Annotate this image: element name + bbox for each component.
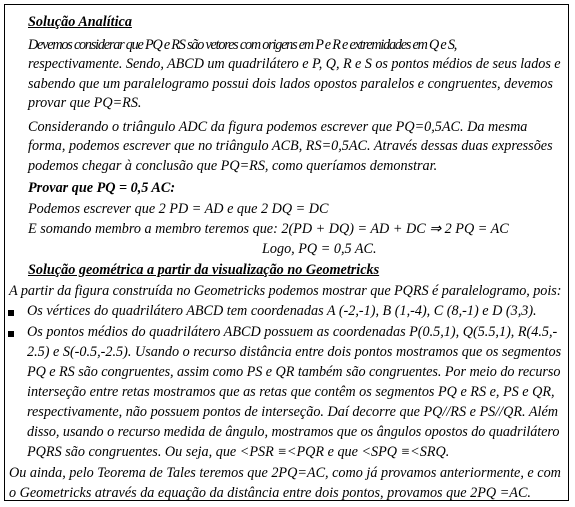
list-item-line: Os pontos médios do quadrilátero ABCD possuem as coordenadas P(0.5,1), Q(5.5,1), R(4.5,- [27,324,558,340]
bullet-icon [8,331,14,337]
list-item-line: respectivamente, não possuem pontos de interseção. Daí decorre que PQ//RS e PS//QR. Além [27,404,558,420]
paragraph-line: Considerando o triângulo ADC da figura podemos escrever que PQ=0,5AC. Da mesma [28,119,528,135]
equation-line: E somando membro a membro teremos que: 2(PD + DQ) = AD + DC ⇒ 2 PQ = AC [28,221,509,237]
equation-line: Podemos escrever que 2 PD = AD e que 2 DQ = DC [28,201,329,217]
paragraph-line: forma, podemos escrever que no triângulo ACB, RS=0,5AC. Através dessas duas expressões [28,138,553,154]
bullet-icon [8,310,14,316]
proof-heading: Provar que PQ = 0,5 AC: [28,180,176,196]
section-title-geometric: Solução geométrica a partir da visualização no Geometricks [28,262,380,278]
list-item-line: 2.5) e S(-0.5,-2.5). Usando o recurso distância entre dois pontos mostramos que os segmentos [27,344,562,360]
paragraph-line: A partir da figura construída no Geometricks podemos mostrar que PQRS é paralelogramo, pois: [9,283,562,299]
list-item-line: PQRS são congruentes. Ou seja, que <PSR ≡<PQR e que <SPQ ≡<SRQ. [27,444,450,460]
paragraph-line: respectivamente. Sendo, ABCD um quadrilátero e P, Q, R e S os pontos médios de seus lados e [28,56,561,72]
paragraph-line: podemos chegar à conclusão que PQ=RS, como queríamos demonstrar. [28,158,438,174]
list-item-line: interseção entre retas mostramos que as retas que contêm os segmentos PQ e RS e, PS e QR, [27,384,555,400]
paragraph-line: o Geometricks através da equação da distância entre dois pontos, provamos que 2PQ =AC. [9,485,531,501]
paragraph-line: Devemos considerar que PQ e RS são vetores com origens em P e R e extremidades em Q e S, [28,37,457,53]
paragraph-line: Ou ainda, pelo Teorema de Tales teremos que 2PQ=AC, como já provamos anteriormente, e com [9,465,561,481]
list-item-line: disso, usando o recurso medida de ângulo, mostramos que os ângulos opostos do quadrilátero [27,424,560,440]
list-item-line: PQ e RS são congruentes, assim como PS e QR também são congruentes. Por meio do recurso [27,364,561,380]
paragraph-line: sabendo que um paralelogramo possui dois lados opostos paralelos e congruentes, devemos [28,76,553,92]
paragraph-line: provar que PQ=RS. [28,95,142,111]
section-title-analytic: Solução Analítica [28,14,132,30]
list-item-line: Os vértices do quadrilátero ABCD tem coordenadas A (-2,-1), B (1,-4), C (8,-1) e D (3,3). [27,303,537,319]
equation-line: Logo, PQ = 0,5 AC. [262,241,377,257]
